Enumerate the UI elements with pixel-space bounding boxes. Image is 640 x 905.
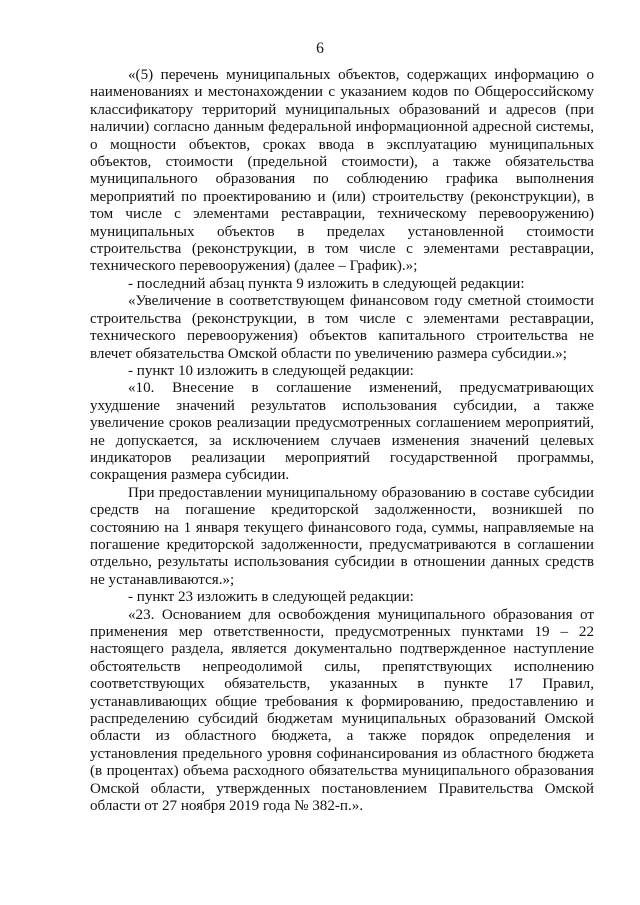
paragraph-item-5-list: «(5) перечень муниципальных объектов, содержащих информацию о наименованиях и местонахождении с указанием кодов по Общероссийскому классификатору территорий муниципальных образований и адресов (при наличии) согласно данным федеральной информационной адресной системы, о мощности объектов, сроках ввода в эксплуатацию муниципальных объектов, стоимости (предельной стоимости), а также обязательства муниципального образования по соблюдению графика выполнения мероприятий по проектированию и (или) строительству (реконструкции), в том числе с элементами реставрации, техническому перевооружению) муниципальных объектов в пределах установленной стоимости строительства (реконструкции, в том числе с элементами реставрации, технического перевооружения) (далее – График).»;	[90, 67, 594, 275]
paragraph-point-10-text: «10. Внесение в соглашение изменений, предусматривающих ухудшение значений результатов использования субсидии, а также увеличение сроков реализации предусмотренных соглашением мероприятий, не допускается, за исключением случаев изменения значений целевых индикаторов реализации мероприятий государственной программы, сокращения размера субсидии.	[90, 380, 594, 484]
paragraph-instruction-point-9: - последний абзац пункта 9 изложить в следующей редакции:	[128, 275, 525, 292]
paragraph-point-23-text: «23. Основанием для освобождения муниципального образования от применения мер ответственности, предусмотренных пунктами 19 – 22 настоящего раздела, является документально подтвержденное наступление обстоятельств непреодолимой силы, препятствующих исполнению соответствующих обязательств, указанных в пункте 17 Правил, устанавливающих общие требования к формированию, предоставлению и распределению субсидий бюджетам муниципальных образований Омской области из областного бюджета, а также порядок определения и установления предельного уровня софинансирования из областного бюджета (в процентах) объема расходного обязательства муниципального образования Омской области, утвержденных постановлением Правительства Омской области от 27 ноября 2019 года № 382-п.».	[90, 606, 594, 815]
paragraph-instruction-point-10: - пункт 10 изложить в следующей редакции:	[128, 362, 414, 379]
paragraph-instruction-point-23: - пункт 23 изложить в следующей редакции:	[128, 589, 414, 606]
document-body	[90, 67, 594, 815]
page-number: 6	[316, 40, 324, 57]
paragraph-point-9-text: «Увеличение в соответствующем финансовом году сметной стоимости строительства (реконструкции, в том числе с элементами реставрации, технического перевооружения) объектов капитального строительства не влечет обязательства Омской области по увеличению размера субсидии.»;	[90, 293, 594, 362]
paragraph-point-10-continuation: При предоставлении муниципальному образованию в составе субсидии средств на погашение кредиторской задолженности, возникшей по состоянию на 1 января текущего финансового года, суммы, направляемые на погашение кредиторской задолженности, предусматриваются в соглашении отдельно, результаты использования субсидии в отношении данных средств не устанавливаются.»;	[90, 484, 594, 588]
